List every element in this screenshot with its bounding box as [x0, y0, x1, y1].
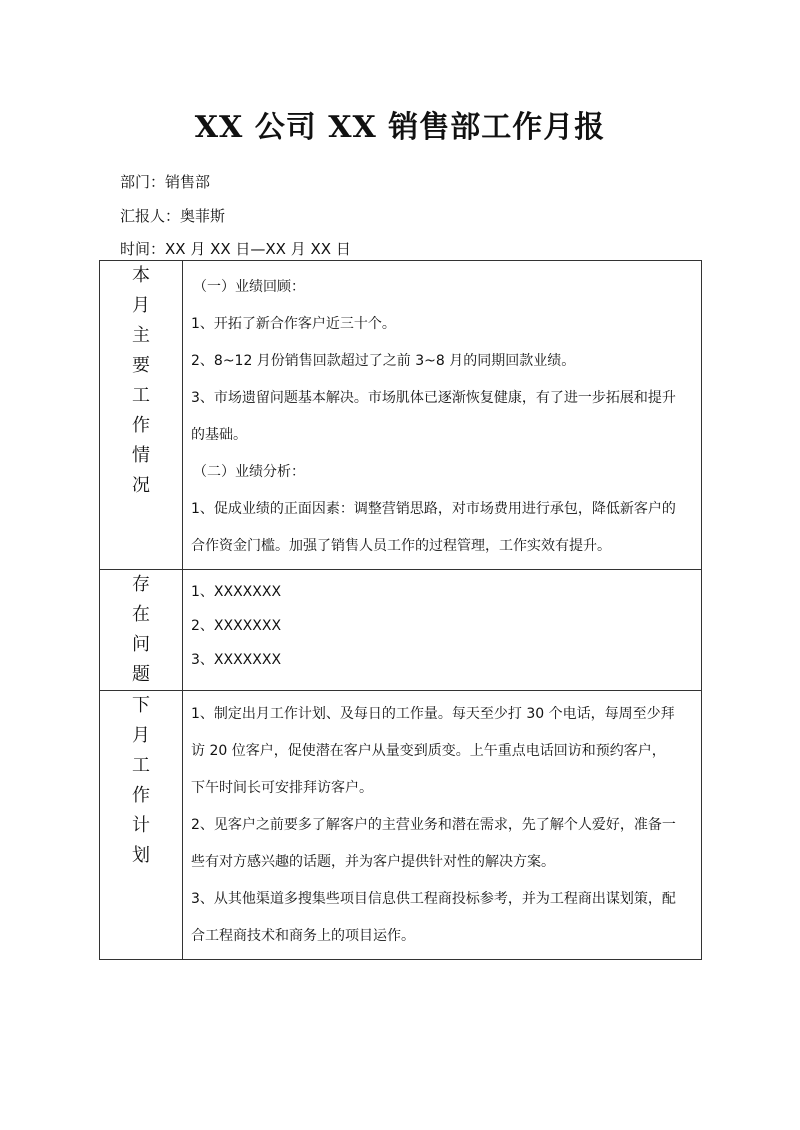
content-line: 2、XXXXXXX	[191, 618, 282, 634]
label-char: 下	[132, 695, 150, 716]
content-line: 1、制定出月工作计划、及每日的工作量。每天至少打 30 个电话，每周至少拜	[191, 706, 675, 722]
label-char: 存	[132, 574, 150, 595]
content-line: 合作资金门槛。加强了销售人员工作的过程管理，工作实效有提升。	[191, 538, 611, 554]
label-char: 作	[132, 415, 150, 436]
label-char: 计	[132, 815, 150, 836]
content-line: 些有对方感兴趣的话题，并为客户提供针对性的解决方案。	[191, 854, 555, 870]
main-work-label	[100, 261, 183, 570]
next-plan-content-cell	[183, 691, 702, 960]
label-char: 题	[132, 664, 150, 685]
content-line: 访 20 位客户，促使潜在客户从量变到质变。上午重点电话回访和预约客户，	[191, 743, 666, 759]
content-line: 的基础。	[191, 427, 247, 443]
time-period-line: 时间：XX 月 XX 日—XX 月 XX 日	[120, 240, 351, 258]
content-line: 3、市场遗留问题基本解决。市场肌体已逐渐恢复健康，有了进一步拓展和提升	[191, 390, 676, 406]
report-table	[99, 260, 702, 960]
label-char: 工	[132, 385, 150, 406]
next-plan-label	[100, 691, 183, 960]
label-char: 工	[132, 755, 150, 776]
content-line: 1、XXXXXXX	[191, 584, 282, 600]
label-char: 本	[132, 265, 150, 286]
content-line: 2、见客户之前要多了解客户的主营业务和潜在需求，先了解个人爱好，准备一	[191, 817, 676, 833]
label-char: 情	[132, 445, 150, 466]
section-heading: （二）业绩分析：	[193, 464, 305, 480]
label-char: 作	[132, 785, 150, 806]
issues-content-cell	[183, 570, 702, 691]
issues-row	[100, 570, 702, 691]
content-line: 3、XXXXXXX	[191, 652, 282, 668]
content-line: 2、8~12 月份销售回款超过了之前 3~8 月的同期回款业绩。	[191, 353, 576, 369]
label-char: 划	[132, 845, 150, 866]
label-char: 在	[132, 604, 150, 625]
label-char: 问	[132, 634, 150, 655]
department-line: 部门：销售部	[120, 173, 211, 191]
main-work-row	[100, 261, 702, 570]
reporter-line: 汇报人：奥菲斯	[120, 207, 226, 225]
content-line: 1、促成业绩的正面因素：调整营销思路，对市场费用进行承包，降低新客户的	[191, 501, 676, 517]
content-line: 合工程商技术和商务上的项目运作。	[191, 928, 415, 944]
label-char: 月	[132, 725, 150, 746]
issues-label	[100, 570, 183, 691]
label-char: 月	[132, 295, 150, 316]
content-line: 下午时间长可安排拜访客户。	[191, 780, 373, 796]
next-plan-row	[100, 691, 702, 960]
label-char: 主	[132, 325, 150, 346]
section-heading: （一）业绩回顾：	[193, 279, 305, 295]
report-title: XX 公司 XX 销售部工作月报	[194, 110, 606, 145]
label-char: 况	[132, 475, 150, 496]
content-line: 1、开拓了新合作客户近三十个。	[191, 316, 396, 332]
content-line: 3、从其他渠道多搜集些项目信息供工程商投标参考，并为工程商出谋划策，配	[191, 891, 676, 907]
label-char: 要	[132, 355, 150, 376]
main-work-content-cell	[183, 261, 702, 570]
